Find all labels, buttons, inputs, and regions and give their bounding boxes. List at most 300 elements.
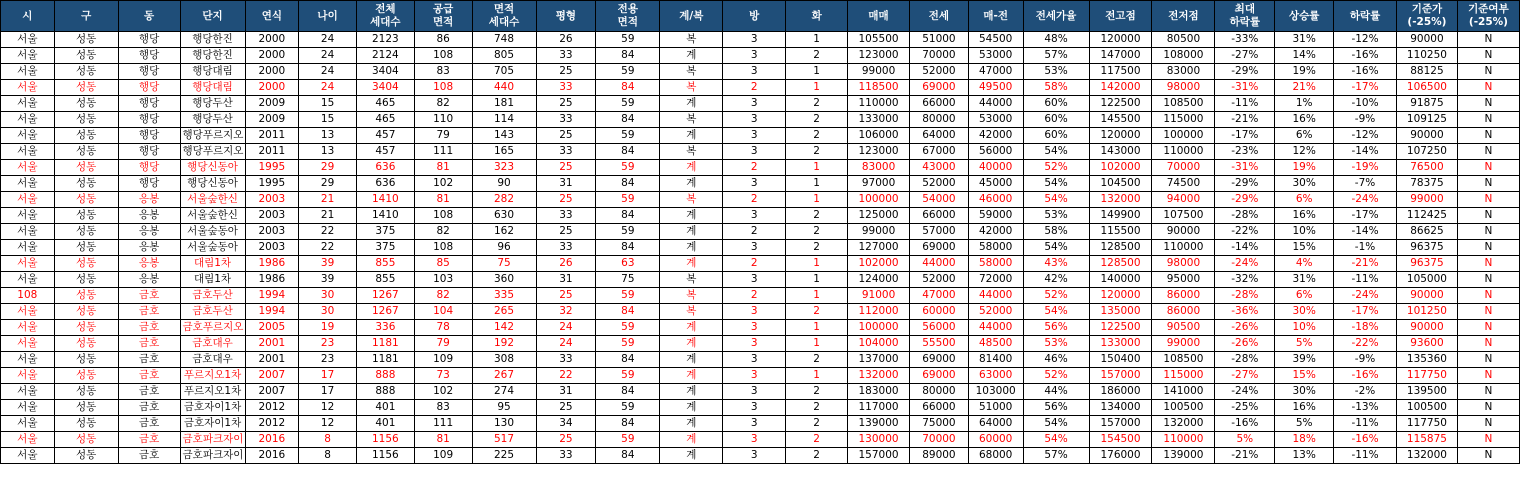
table-cell[interactable]: 1994 (245, 304, 299, 320)
table-cell[interactable]: 99000 (848, 64, 910, 80)
table-cell[interactable]: 3 (723, 48, 786, 64)
table-cell[interactable]: 3 (723, 400, 786, 416)
table-cell[interactable]: N (1457, 64, 1519, 80)
table-cell[interactable]: -14% (1215, 240, 1275, 256)
table-cell[interactable]: 79 (414, 336, 472, 352)
column-header[interactable]: 전고점 (1089, 1, 1152, 32)
table-cell[interactable]: 성동 (54, 176, 118, 192)
table-cell[interactable]: 83000 (848, 160, 910, 176)
table-cell[interactable]: 17 (299, 384, 357, 400)
table-cell[interactable]: 금호 (118, 320, 180, 336)
column-header[interactable]: 연식 (245, 1, 299, 32)
table-cell[interactable]: 서울 (1, 400, 55, 416)
table-cell[interactable]: 서울 (1, 256, 55, 272)
table-cell[interactable]: 31 (536, 384, 596, 400)
table-cell[interactable]: 2 (786, 448, 848, 464)
table-cell[interactable]: 복 (660, 304, 723, 320)
table-cell[interactable]: 서울 (1, 432, 55, 448)
table-cell[interactable]: 100000 (848, 192, 910, 208)
table-cell[interactable]: N (1457, 208, 1519, 224)
table-cell[interactable]: 79 (414, 128, 472, 144)
table-cell[interactable]: 457 (356, 128, 414, 144)
table-cell[interactable]: 서울 (1, 32, 55, 48)
table-cell[interactable]: N (1457, 176, 1519, 192)
table-cell[interactable]: 행당 (118, 80, 180, 96)
table-cell[interactable]: 25 (536, 224, 596, 240)
table-cell[interactable]: N (1457, 368, 1519, 384)
table-cell[interactable]: 115875 (1397, 432, 1458, 448)
table-cell[interactable]: 26 (536, 32, 596, 48)
table-cell[interactable]: 66000 (910, 96, 969, 112)
table-cell[interactable]: 계 (660, 384, 723, 400)
table-cell[interactable]: -21% (1215, 112, 1275, 128)
table-cell[interactable]: 84 (596, 448, 660, 464)
table-cell[interactable]: 137000 (848, 352, 910, 368)
table-row[interactable] (1, 160, 1520, 176)
table-cell[interactable]: 계 (660, 432, 723, 448)
table-cell[interactable]: 440 (472, 80, 536, 96)
table-cell[interactable]: 135000 (1089, 304, 1152, 320)
table-cell[interactable]: 3 (723, 448, 786, 464)
table-cell[interactable]: 108 (414, 240, 472, 256)
table-cell[interactable]: 99000 (1152, 336, 1215, 352)
table-cell[interactable]: 70000 (1152, 160, 1215, 176)
table-cell[interactable]: -16% (1334, 64, 1397, 80)
table-row[interactable] (1, 144, 1520, 160)
table-cell[interactable]: 2000 (245, 48, 299, 64)
table-cell[interactable]: 서울 (1, 272, 55, 288)
table-cell[interactable]: 2 (786, 128, 848, 144)
table-cell[interactable]: 1995 (245, 160, 299, 176)
table-cell[interactable]: 8 (299, 432, 357, 448)
table-cell[interactable]: 31 (536, 272, 596, 288)
table-cell[interactable]: 3 (723, 304, 786, 320)
table-cell[interactable]: 금호대우 (180, 352, 245, 368)
table-cell[interactable]: 2007 (245, 368, 299, 384)
table-cell[interactable]: 375 (356, 224, 414, 240)
table-cell[interactable]: 33 (536, 208, 596, 224)
table-cell[interactable]: 응봉 (118, 208, 180, 224)
table-cell[interactable]: 금호자이1차 (180, 400, 245, 416)
table-cell[interactable]: 84 (596, 80, 660, 96)
table-cell[interactable]: 69000 (910, 352, 969, 368)
table-cell[interactable]: 39 (299, 272, 357, 288)
table-cell[interactable]: -10% (1334, 96, 1397, 112)
table-cell[interactable]: -13% (1334, 400, 1397, 416)
table-cell[interactable]: N (1457, 224, 1519, 240)
table-cell[interactable]: 90 (472, 176, 536, 192)
table-cell[interactable]: 1 (786, 176, 848, 192)
table-cell[interactable]: 29 (299, 176, 357, 192)
table-cell[interactable]: 53% (1023, 336, 1089, 352)
table-cell[interactable]: -18% (1334, 320, 1397, 336)
table-cell[interactable]: 86000 (1152, 288, 1215, 304)
table-cell[interactable]: 95 (472, 400, 536, 416)
table-cell[interactable]: 91000 (848, 288, 910, 304)
table-cell[interactable]: 66000 (910, 208, 969, 224)
table-cell[interactable]: 성동 (54, 320, 118, 336)
table-cell[interactable]: 132000 (1089, 192, 1152, 208)
table-cell[interactable]: 84 (596, 208, 660, 224)
table-cell[interactable]: 24 (299, 64, 357, 80)
table-cell[interactable]: 274 (472, 384, 536, 400)
table-cell[interactable]: 12% (1275, 144, 1334, 160)
table-cell[interactable]: 25 (536, 96, 596, 112)
column-header[interactable]: 상승률 (1275, 1, 1334, 32)
table-cell[interactable]: 3 (723, 272, 786, 288)
table-cell[interactable]: -14% (1334, 144, 1397, 160)
table-cell[interactable]: 계 (660, 160, 723, 176)
table-cell[interactable]: -32% (1215, 272, 1275, 288)
table-cell[interactable]: 128500 (1089, 256, 1152, 272)
table-cell[interactable]: 복 (660, 288, 723, 304)
table-cell[interactable]: 25 (536, 64, 596, 80)
table-cell[interactable]: 99000 (848, 224, 910, 240)
table-cell[interactable]: 120000 (1089, 288, 1152, 304)
table-cell[interactable]: 855 (356, 256, 414, 272)
table-cell[interactable]: 계 (660, 96, 723, 112)
table-cell[interactable]: 105500 (848, 32, 910, 48)
table-cell[interactable]: -25% (1215, 400, 1275, 416)
table-cell[interactable]: 44% (1023, 384, 1089, 400)
table-cell[interactable]: 응봉 (118, 224, 180, 240)
table-cell[interactable]: 142 (472, 320, 536, 336)
table-cell[interactable]: 97000 (848, 176, 910, 192)
table-cell[interactable]: 192 (472, 336, 536, 352)
table-cell[interactable]: 복 (660, 64, 723, 80)
table-cell[interactable]: 83 (414, 64, 472, 80)
table-cell[interactable]: 855 (356, 272, 414, 288)
table-cell[interactable]: 행당두산 (180, 96, 245, 112)
table-cell[interactable]: 금호 (118, 400, 180, 416)
table-cell[interactable]: 금호파크자이 (180, 448, 245, 464)
column-header[interactable]: 면적 세대수 (472, 1, 536, 32)
table-cell[interactable]: 52% (1023, 160, 1089, 176)
table-cell[interactable]: -9% (1334, 112, 1397, 128)
table-cell[interactable]: 57000 (910, 224, 969, 240)
table-cell[interactable]: 2 (723, 80, 786, 96)
table-cell[interactable]: 성동 (54, 256, 118, 272)
table-cell[interactable]: -11% (1334, 416, 1397, 432)
table-cell[interactable]: 5% (1215, 432, 1275, 448)
table-cell[interactable]: 90000 (1397, 320, 1458, 336)
table-cell[interactable]: N (1457, 32, 1519, 48)
table-cell[interactable]: 12 (299, 416, 357, 432)
table-cell[interactable]: 1 (786, 368, 848, 384)
table-cell[interactable]: 58000 (968, 240, 1023, 256)
table-cell[interactable]: 30 (299, 288, 357, 304)
table-cell[interactable]: 157000 (1089, 416, 1152, 432)
table-cell[interactable]: 복 (660, 80, 723, 96)
table-cell[interactable]: 107500 (1152, 208, 1215, 224)
table-row[interactable] (1, 192, 1520, 208)
table-cell[interactable]: 금호 (118, 416, 180, 432)
table-cell[interactable]: 성동 (54, 448, 118, 464)
table-cell[interactable]: 25 (536, 288, 596, 304)
table-cell[interactable]: 102 (414, 384, 472, 400)
table-row[interactable] (1, 96, 1520, 112)
table-cell[interactable]: 5% (1275, 336, 1334, 352)
table-row[interactable] (1, 176, 1520, 192)
table-cell[interactable]: 2012 (245, 400, 299, 416)
table-cell[interactable]: 52% (1023, 368, 1089, 384)
table-cell[interactable]: 90500 (1152, 320, 1215, 336)
table-cell[interactable]: 행당 (118, 128, 180, 144)
table-cell[interactable]: -27% (1215, 48, 1275, 64)
table-cell[interactable]: 115500 (1089, 224, 1152, 240)
table-cell[interactable]: 30 (299, 304, 357, 320)
table-cell[interactable]: 102000 (848, 256, 910, 272)
table-cell[interactable]: 30% (1275, 304, 1334, 320)
table-cell[interactable]: 44000 (968, 96, 1023, 112)
table-cell[interactable]: -17% (1334, 80, 1397, 96)
table-cell[interactable]: 행당푸르지오 (180, 128, 245, 144)
table-cell[interactable]: 84 (596, 144, 660, 160)
table-cell[interactable]: 성동 (54, 208, 118, 224)
table-cell[interactable]: 58000 (968, 256, 1023, 272)
table-cell[interactable]: 3 (723, 64, 786, 80)
table-cell[interactable]: 360 (472, 272, 536, 288)
table-cell[interactable]: 서울 (1, 176, 55, 192)
table-cell[interactable]: 성동 (54, 416, 118, 432)
table-cell[interactable]: 서울 (1, 224, 55, 240)
table-cell[interactable]: 서울숲동아 (180, 240, 245, 256)
table-cell[interactable]: 24 (299, 80, 357, 96)
table-cell[interactable]: 21 (299, 208, 357, 224)
table-cell[interactable]: 143 (472, 128, 536, 144)
table-cell[interactable]: 2 (723, 288, 786, 304)
table-cell[interactable]: 186000 (1089, 384, 1152, 400)
table-cell[interactable]: 행당 (118, 32, 180, 48)
table-cell[interactable]: 106000 (848, 128, 910, 144)
table-cell[interactable]: 2001 (245, 352, 299, 368)
table-cell[interactable]: 81 (414, 432, 472, 448)
table-cell[interactable]: 84 (596, 416, 660, 432)
table-cell[interactable]: 성동 (54, 48, 118, 64)
table-cell[interactable]: 81 (414, 160, 472, 176)
table-cell[interactable]: 30% (1275, 384, 1334, 400)
table-cell[interactable]: 108 (414, 80, 472, 96)
table-cell[interactable]: 143000 (1089, 144, 1152, 160)
table-cell[interactable]: 복 (660, 112, 723, 128)
table-cell[interactable]: 108500 (1152, 96, 1215, 112)
table-cell[interactable]: 금호 (118, 368, 180, 384)
table-cell[interactable]: 성동 (54, 112, 118, 128)
table-cell[interactable]: 75 (596, 272, 660, 288)
table-cell[interactable]: 63000 (968, 368, 1023, 384)
table-cell[interactable]: 323 (472, 160, 536, 176)
table-cell[interactable]: 80500 (1152, 32, 1215, 48)
table-row[interactable] (1, 256, 1520, 272)
table-cell[interactable]: 31 (536, 176, 596, 192)
table-cell[interactable]: 서울 (1, 448, 55, 464)
table-cell[interactable]: -12% (1334, 32, 1397, 48)
table-cell[interactable]: -36% (1215, 304, 1275, 320)
table-cell[interactable]: 24 (536, 320, 596, 336)
table-cell[interactable]: 43000 (910, 160, 969, 176)
column-header[interactable]: 전저점 (1152, 1, 1215, 32)
table-cell[interactable]: 90000 (1397, 128, 1458, 144)
table-cell[interactable]: N (1457, 448, 1519, 464)
table-cell[interactable]: 39% (1275, 352, 1334, 368)
table-cell[interactable]: 18% (1275, 432, 1334, 448)
table-cell[interactable]: 22 (299, 240, 357, 256)
table-cell[interactable]: 성동 (54, 144, 118, 160)
table-cell[interactable]: N (1457, 128, 1519, 144)
table-cell[interactable]: 1156 (356, 448, 414, 464)
table-cell[interactable]: 95000 (1152, 272, 1215, 288)
table-cell[interactable]: 81 (414, 192, 472, 208)
table-cell[interactable]: 96375 (1397, 240, 1458, 256)
table-cell[interactable]: 3 (723, 320, 786, 336)
table-cell[interactable]: 308 (472, 352, 536, 368)
table-cell[interactable]: 1986 (245, 272, 299, 288)
table-cell[interactable]: 39 (299, 256, 357, 272)
table-cell[interactable]: 66000 (910, 400, 969, 416)
table-cell[interactable]: 82 (414, 96, 472, 112)
table-cell[interactable]: N (1457, 48, 1519, 64)
table-cell[interactable]: N (1457, 272, 1519, 288)
table-cell[interactable]: 금호두산 (180, 288, 245, 304)
table-cell[interactable]: 84 (596, 352, 660, 368)
table-cell[interactable]: 336 (356, 320, 414, 336)
table-cell[interactable]: 60% (1023, 96, 1089, 112)
table-cell[interactable]: 335 (472, 288, 536, 304)
table-cell[interactable]: 54% (1023, 416, 1089, 432)
table-cell[interactable]: 2000 (245, 80, 299, 96)
table-row[interactable] (1, 304, 1520, 320)
table-cell[interactable]: -29% (1215, 176, 1275, 192)
table-cell[interactable]: 31% (1275, 32, 1334, 48)
table-cell[interactable]: 2000 (245, 32, 299, 48)
table-cell[interactable]: 1156 (356, 432, 414, 448)
table-cell[interactable]: 33 (536, 48, 596, 64)
table-cell[interactable]: -24% (1215, 384, 1275, 400)
table-cell[interactable]: -23% (1215, 144, 1275, 160)
table-cell[interactable]: 푸르지오1차 (180, 368, 245, 384)
table-cell[interactable]: 30% (1275, 176, 1334, 192)
table-cell[interactable]: 72000 (968, 272, 1023, 288)
table-cell[interactable]: 14% (1275, 48, 1334, 64)
table-cell[interactable]: -22% (1334, 336, 1397, 352)
table-cell[interactable]: 계 (660, 208, 723, 224)
table-cell[interactable]: 59 (596, 432, 660, 448)
table-cell[interactable]: 행당한진 (180, 48, 245, 64)
table-cell[interactable]: -26% (1215, 320, 1275, 336)
table-cell[interactable]: 행당 (118, 96, 180, 112)
table-cell[interactable]: 계 (660, 400, 723, 416)
table-cell[interactable]: 3 (723, 176, 786, 192)
table-cell[interactable]: 성동 (54, 32, 118, 48)
table-cell[interactable]: 2 (786, 48, 848, 64)
table-cell[interactable]: 10% (1275, 224, 1334, 240)
table-cell[interactable]: 52000 (910, 176, 969, 192)
table-cell[interactable]: 3404 (356, 64, 414, 80)
table-cell[interactable]: 성동 (54, 80, 118, 96)
table-row[interactable] (1, 448, 1520, 464)
table-cell[interactable]: 응봉 (118, 256, 180, 272)
table-cell[interactable]: 2 (786, 144, 848, 160)
column-header[interactable]: 단지 (180, 1, 245, 32)
table-cell[interactable]: 47000 (968, 64, 1023, 80)
table-cell[interactable]: 84 (596, 176, 660, 192)
table-cell[interactable]: 33 (536, 240, 596, 256)
table-cell[interactable]: 133000 (1089, 336, 1152, 352)
table-cell[interactable]: 계 (660, 368, 723, 384)
table-cell[interactable]: 85 (414, 256, 472, 272)
table-cell[interactable]: 24 (299, 32, 357, 48)
table-cell[interactable]: 서울 (1, 240, 55, 256)
table-cell[interactable]: 117750 (1397, 416, 1458, 432)
table-cell[interactable]: 1267 (356, 288, 414, 304)
table-cell[interactable]: 성동 (54, 224, 118, 240)
table-cell[interactable]: 서울 (1, 208, 55, 224)
table-cell[interactable]: 59 (596, 224, 660, 240)
column-header[interactable]: 최대 하락률 (1215, 1, 1275, 32)
table-cell[interactable]: 2011 (245, 128, 299, 144)
table-cell[interactable]: 1 (786, 80, 848, 96)
table-cell[interactable]: -11% (1215, 96, 1275, 112)
table-cell[interactable]: 80000 (910, 112, 969, 128)
table-cell[interactable]: 84 (596, 240, 660, 256)
table-cell[interactable]: 59 (596, 96, 660, 112)
table-cell[interactable]: 162 (472, 224, 536, 240)
table-cell[interactable]: 83 (414, 400, 472, 416)
table-cell[interactable]: 복 (660, 272, 723, 288)
table-cell[interactable]: 19% (1275, 64, 1334, 80)
column-header[interactable]: 계/복 (660, 1, 723, 32)
table-row[interactable] (1, 32, 1520, 48)
table-cell[interactable]: 2009 (245, 96, 299, 112)
table-cell[interactable]: 3 (723, 112, 786, 128)
table-cell[interactable]: 행당대림 (180, 80, 245, 96)
table-cell[interactable]: 행당 (118, 176, 180, 192)
table-cell[interactable]: 성동 (54, 96, 118, 112)
table-cell[interactable]: 805 (472, 48, 536, 64)
table-cell[interactable]: 19% (1275, 160, 1334, 176)
table-cell[interactable]: 91875 (1397, 96, 1458, 112)
table-cell[interactable]: 금호 (118, 288, 180, 304)
table-cell[interactable]: N (1457, 112, 1519, 128)
table-cell[interactable]: 성동 (54, 288, 118, 304)
table-cell[interactable]: 149900 (1089, 208, 1152, 224)
table-cell[interactable]: 54% (1023, 192, 1089, 208)
table-cell[interactable]: 59000 (968, 208, 1023, 224)
table-cell[interactable]: 서울 (1, 48, 55, 64)
table-cell[interactable]: 푸르지오1차 (180, 384, 245, 400)
table-cell[interactable]: 54% (1023, 144, 1089, 160)
table-cell[interactable]: 행당푸르지오 (180, 144, 245, 160)
table-cell[interactable]: 68000 (968, 448, 1023, 464)
table-cell[interactable]: 157000 (1089, 368, 1152, 384)
table-cell[interactable]: 23 (299, 352, 357, 368)
table-cell[interactable]: 서울 (1, 416, 55, 432)
table-cell[interactable]: 110000 (1152, 240, 1215, 256)
table-cell[interactable]: 59 (596, 400, 660, 416)
table-cell[interactable]: 8 (299, 448, 357, 464)
table-cell[interactable]: 94000 (1152, 192, 1215, 208)
table-cell[interactable]: 63 (596, 256, 660, 272)
table-cell[interactable]: 서울 (1, 368, 55, 384)
table-cell[interactable]: -26% (1215, 336, 1275, 352)
table-cell[interactable]: 141000 (1152, 384, 1215, 400)
table-cell[interactable]: 465 (356, 112, 414, 128)
table-cell[interactable]: N (1457, 144, 1519, 160)
table-cell[interactable]: 서울 (1, 384, 55, 400)
table-cell[interactable]: 114 (472, 112, 536, 128)
table-cell[interactable]: 90000 (1397, 288, 1458, 304)
table-cell[interactable]: 금호자이1차 (180, 416, 245, 432)
